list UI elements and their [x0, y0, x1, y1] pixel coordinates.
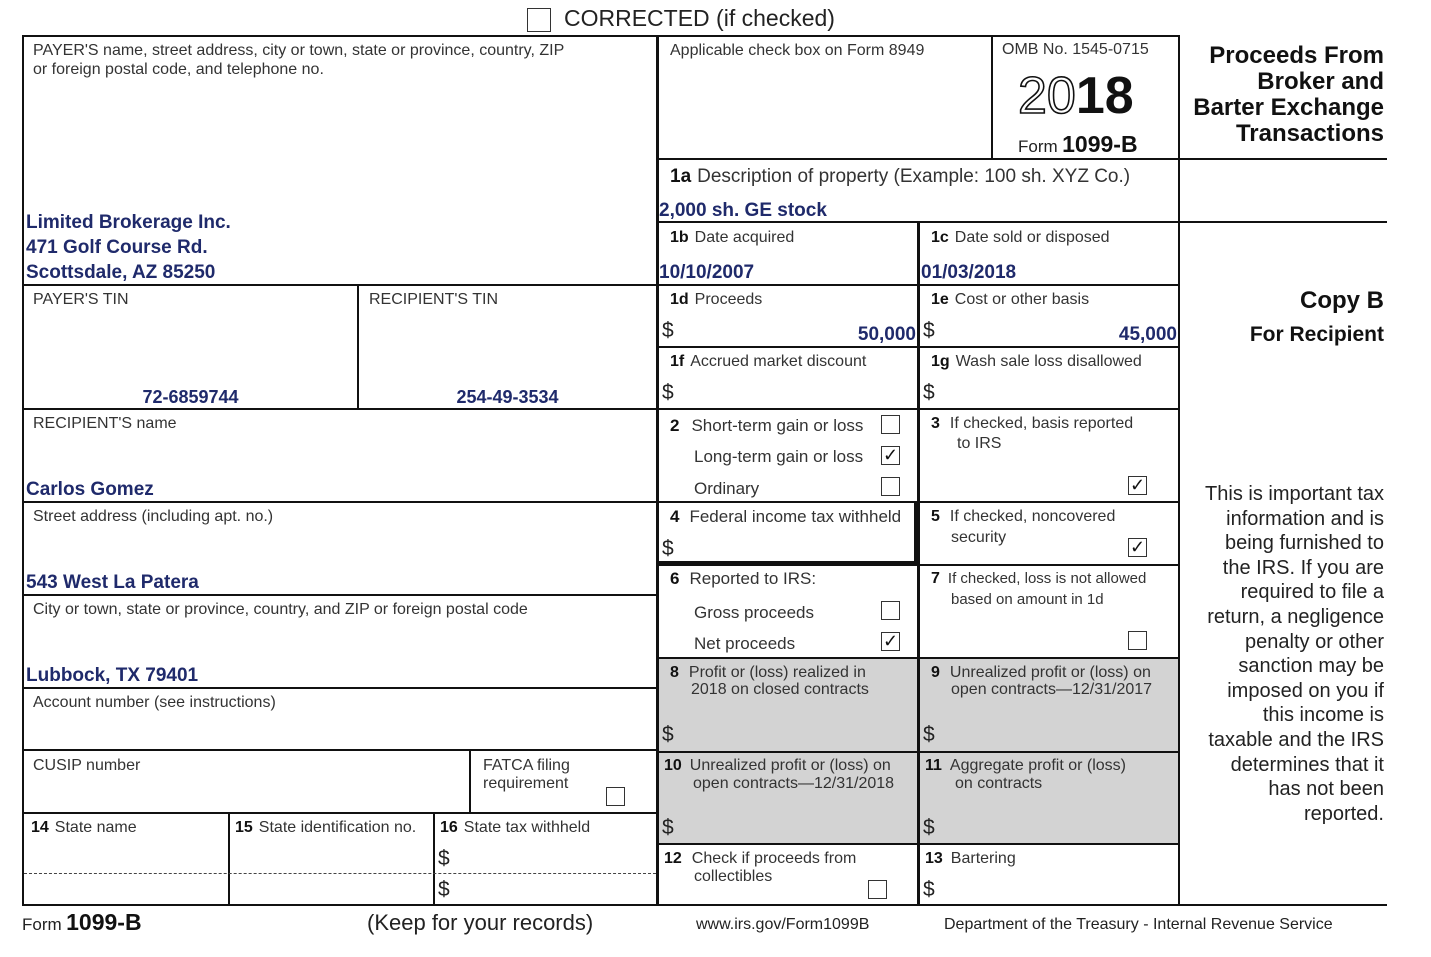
- box-8-num: 8: [670, 664, 679, 681]
- recipient-city[interactable]: Lubbock, TX 79401: [26, 665, 199, 686]
- box-9-label-line2: open contracts—12/31/2017: [951, 681, 1153, 698]
- fatca-label-line2: requirement: [483, 775, 569, 792]
- payer-label-line2: or foreign postal code, and telephone no.: [33, 61, 324, 78]
- notice-line-12: determines that it: [1230, 753, 1384, 776]
- box-1b-text: Date acquired: [694, 229, 795, 246]
- box-11-text1: Aggregate profit or (loss): [949, 757, 1126, 774]
- box-1e-label: [931, 291, 1089, 309]
- box-13-num: 13: [925, 850, 943, 867]
- form-title-line4: Transactions: [1235, 120, 1384, 147]
- box-8-label-line2: 2018 on closed contracts: [691, 681, 869, 698]
- box-8-dollar: $: [662, 723, 674, 746]
- box-1a-label: [670, 166, 1130, 188]
- box-3-label-line2: to IRS: [957, 435, 1002, 452]
- account-number-label: Account number (see instructions): [33, 694, 276, 711]
- recipient-tin-label: RECIPIENT'S TIN: [369, 291, 498, 308]
- ordinary-checkbox[interactable]: [881, 477, 900, 496]
- box-1a-num: 1a: [670, 166, 692, 187]
- box-9-num: 9: [931, 664, 940, 681]
- recipient-tin[interactable]: 254-49-3534: [456, 387, 559, 407]
- box-9-label: [931, 664, 1151, 682]
- box-1b-label: [670, 229, 794, 247]
- box-1g-num: 1g: [931, 353, 950, 370]
- payer-label-line1: PAYER'S name, street address, city or town, state or province, country, ZIP: [33, 42, 565, 59]
- box-1c-num: 1c: [931, 229, 949, 246]
- box-1f-text: Accrued market discount: [690, 353, 867, 370]
- notice-line-6: return, a negligence: [1207, 605, 1384, 628]
- footer-form-id: [22, 909, 142, 936]
- box-6-num: 6: [670, 569, 680, 588]
- box-11-dollar: $: [923, 816, 935, 839]
- box-16-dollar-1: $: [438, 847, 450, 870]
- box-1c-value[interactable]: 01/03/2018: [921, 262, 1017, 283]
- for-recipient-label: For Recipient: [1249, 323, 1384, 346]
- net-proceeds-checkbox[interactable]: ✓: [882, 631, 899, 651]
- street-address-label: Street address (including apt. no.): [33, 508, 274, 525]
- box-13-text: Bartering: [950, 850, 1016, 867]
- box-1g-text: Wash sale loss disallowed: [955, 353, 1142, 370]
- omb-number: OMB No. 1545-0715: [1002, 41, 1149, 58]
- box-15-num: 15: [235, 819, 253, 836]
- notice-line-8: sanction may be: [1238, 655, 1384, 678]
- box-12-text1: Check if proceeds from: [691, 850, 857, 867]
- box-3-text1: If checked, basis reported: [949, 415, 1134, 432]
- payer-street[interactable]: 471 Golf Course Rd.: [26, 237, 208, 258]
- form-number-top: 1099-B: [1062, 131, 1138, 157]
- box-1e-num: 1e: [931, 291, 949, 308]
- box-1c-text: Date sold or disposed: [954, 229, 1110, 246]
- form-id-top: [1018, 131, 1138, 158]
- notice-line-14: reported.: [1303, 802, 1384, 825]
- box-12-num: 12: [664, 850, 682, 867]
- collectibles-checkbox[interactable]: [868, 880, 887, 899]
- box-1d-text: Proceeds: [694, 291, 763, 308]
- city-label: City or town, state or province, country, and ZIP or foreign postal code: [33, 601, 528, 618]
- box-15-label: [235, 819, 416, 837]
- gross-proceeds-checkbox[interactable]: [881, 601, 900, 620]
- recipient-street[interactable]: 543 West La Patera: [26, 572, 199, 593]
- box-1a-value[interactable]: 2,000 sh. GE stock: [659, 200, 827, 221]
- box-1a-text: Description of property (Example: 100 sh. XYZ Co.): [697, 166, 1131, 187]
- box-13-dollar: $: [923, 878, 935, 901]
- box-2-short-text: Short-term gain or loss: [691, 416, 864, 435]
- box-1g-label: [931, 353, 1142, 371]
- footer-form-number: 1099-B: [66, 909, 142, 935]
- footer-dept: Department of the Treasury - Internal Revenue Service: [944, 916, 1333, 933]
- notice-line-13: has not been: [1268, 778, 1384, 801]
- box-11-label: [925, 757, 1126, 775]
- box-1e-text: Cost or other basis: [954, 291, 1090, 308]
- box-14-text: State name: [54, 819, 137, 836]
- tax-year-bold: 18: [1075, 67, 1134, 125]
- box-16-num: 16: [440, 819, 458, 836]
- box-1g-dollar: $: [923, 381, 935, 404]
- recipient-name[interactable]: Carlos Gomez: [26, 479, 154, 500]
- box-10-num: 10: [664, 757, 682, 774]
- noncovered-checkbox[interactable]: ✓: [1129, 537, 1146, 557]
- short-term-checkbox[interactable]: [881, 415, 900, 434]
- basis-reported-checkbox[interactable]: ✓: [1129, 475, 1146, 495]
- corrected-label: CORRECTED (if checked): [564, 5, 835, 31]
- box-1e-value[interactable]: 45,000: [1118, 324, 1177, 345]
- footer-keep: (Keep for your records): [367, 910, 594, 935]
- notice-line-2: information and is: [1226, 507, 1384, 530]
- box-1f-num: 1f: [670, 353, 685, 370]
- box-1d-dollar: $: [662, 319, 674, 342]
- box-16-dollar-2: $: [438, 878, 450, 901]
- box-14-num: 14: [31, 819, 49, 836]
- applicable-checkbox-label: Applicable check box on Form 8949: [670, 42, 925, 59]
- notice-line-10: this income is: [1262, 704, 1384, 727]
- box-16-label: [440, 819, 590, 837]
- box-1f-dollar: $: [662, 381, 674, 404]
- form-title-line3: Barter Exchange: [1193, 94, 1384, 121]
- payer-city[interactable]: Scottsdale, AZ 85250: [26, 262, 216, 283]
- box-3-label: [931, 415, 1133, 433]
- box-1f-label: [670, 353, 866, 371]
- box-6-text: Reported to IRS:: [689, 569, 817, 588]
- box-9-text1: Unrealized profit or (loss) on: [949, 664, 1151, 681]
- payer-name[interactable]: Limited Brokerage Inc.: [26, 212, 231, 233]
- box-1b-value[interactable]: 10/10/2007: [659, 262, 755, 283]
- box-10-text1: Unrealized profit or (loss) on: [689, 757, 891, 774]
- box-5-label: [931, 508, 1115, 526]
- box-1e-dollar: $: [923, 319, 935, 342]
- box-16-text: State tax withheld: [463, 819, 591, 836]
- box-5-label-line2: security: [951, 529, 1007, 546]
- box-6-net-label: Net proceeds: [694, 634, 796, 653]
- payer-tin[interactable]: 72-6859744: [142, 387, 239, 407]
- box-1d-value[interactable]: 50,000: [857, 324, 916, 345]
- box-4-num: 4: [670, 507, 680, 526]
- box-15-text: State identification no.: [258, 819, 417, 836]
- footer-form-prefix: Form: [22, 915, 62, 934]
- box-9-dollar: $: [923, 723, 935, 746]
- copy-b-label: Copy B: [1300, 287, 1384, 314]
- box-1b-num: 1b: [670, 229, 689, 246]
- notice-line-5: required to file a: [1240, 581, 1384, 604]
- notice-line-11: taxable and the IRS: [1208, 728, 1384, 751]
- box-4-label: [670, 508, 901, 526]
- cusip-label: CUSIP number: [33, 757, 141, 774]
- box-13-label: [925, 850, 1016, 868]
- notice-line-1: This is important tax: [1205, 483, 1384, 505]
- notice-line-4: the IRS. If you are: [1222, 556, 1384, 579]
- box-4-dollar: $: [662, 537, 674, 560]
- tax-year-light: 20: [1018, 67, 1076, 125]
- box-1d-num: 1d: [670, 291, 689, 308]
- box-10-label-line2: open contracts—12/31/2018: [693, 775, 895, 792]
- box-6-gross-label: Gross proceeds: [694, 603, 814, 622]
- box-11-label-line2: on contracts: [955, 775, 1043, 792]
- form-prefix-top: Form: [1018, 137, 1058, 156]
- payer-tin-label: PAYER'S TIN: [33, 291, 129, 308]
- box-6-label: [670, 570, 816, 588]
- notice-line-9: imposed on you if: [1227, 679, 1384, 702]
- box-2-ordinary-label: Ordinary: [694, 479, 760, 498]
- box-12-label: [664, 850, 856, 868]
- form-title-line2: Broker and: [1257, 68, 1384, 95]
- box-1c-label: [931, 229, 1110, 247]
- box-8-label: [670, 664, 866, 682]
- box-2-long-label: Long-term gain or loss: [694, 447, 864, 466]
- box-7-label-line2: based on amount in 1d: [951, 591, 1104, 608]
- box-5-text1: If checked, noncovered: [949, 508, 1116, 525]
- tax-year: [1018, 68, 1134, 124]
- box-7-num: 7: [931, 570, 940, 587]
- fatca-checkbox[interactable]: [606, 787, 625, 806]
- box-1d-label: [670, 291, 762, 309]
- fatca-label-line1: FATCA filing: [483, 757, 570, 774]
- box-12-label-line2: collectibles: [694, 868, 773, 885]
- box-10-label: [664, 757, 891, 775]
- important-notice: [1182, 482, 1384, 826]
- box-7-label: [931, 570, 1146, 588]
- recipient-name-label: RECIPIENT'S name: [33, 415, 177, 432]
- corrected-checkbox[interactable]: [527, 8, 551, 32]
- box-2-num: 2: [670, 416, 680, 435]
- box-8-text1: Profit or (loss) realized in: [688, 664, 866, 681]
- form-title: [1182, 43, 1384, 147]
- box-2-short-label: [670, 417, 863, 435]
- box-11-num: 11: [925, 757, 942, 774]
- box-4-text: Federal income tax withheld: [689, 507, 902, 526]
- long-term-checkbox[interactable]: ✓: [882, 445, 899, 465]
- loss-not-allowed-checkbox[interactable]: [1128, 631, 1147, 650]
- box-14-label: [31, 819, 137, 837]
- box-3-num: 3: [931, 415, 940, 432]
- notice-line-7: penalty or other: [1245, 630, 1384, 653]
- box-7-text1: If checked, loss is not allowed: [947, 570, 1147, 587]
- box-10-dollar: $: [662, 816, 674, 839]
- form-title-line1: Proceeds From: [1209, 42, 1384, 69]
- notice-line-3: being furnished to: [1224, 532, 1384, 555]
- box-5-num: 5: [931, 508, 940, 525]
- footer-url[interactable]: www.irs.gov/Form1099B: [696, 916, 870, 933]
